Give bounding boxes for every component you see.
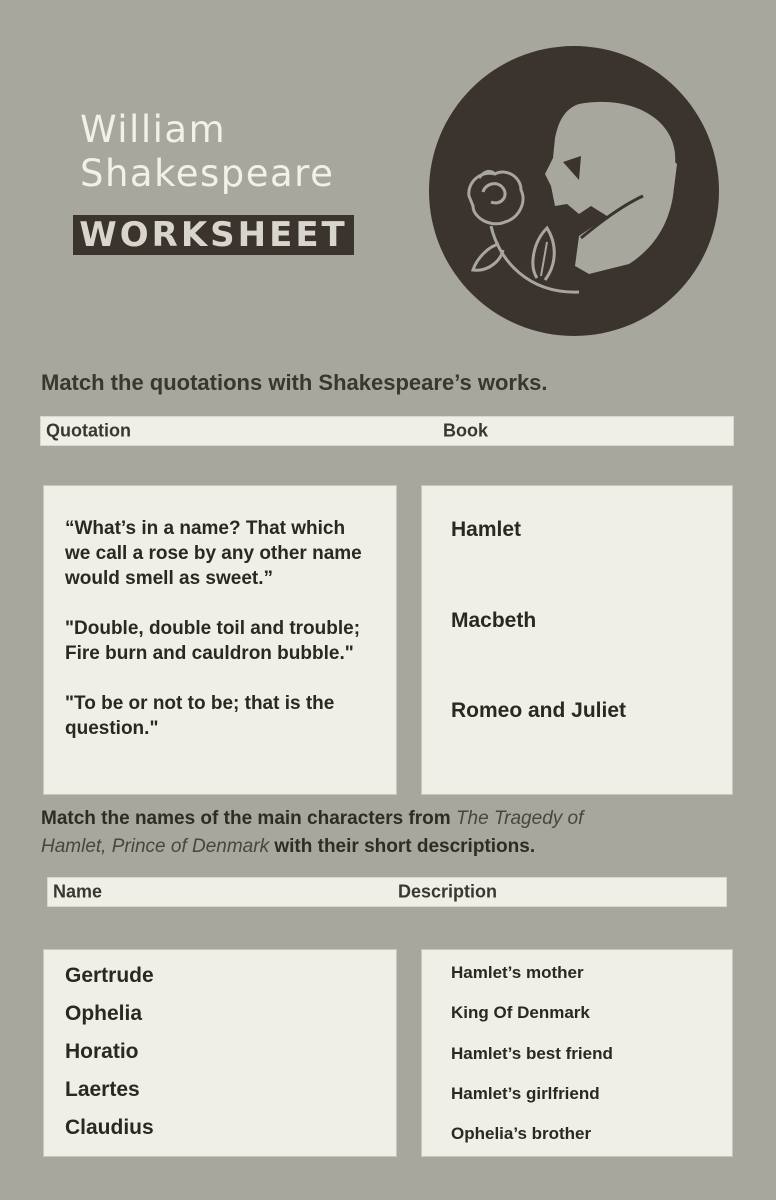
col-description: Description <box>398 881 498 902</box>
section2-heading-italic: The Tragedy of Hamlet, Prince of Denmark <box>41 808 584 857</box>
character-name-2: Ophelia <box>65 1002 143 1025</box>
quote-2: "Double, double toil and trouble; Fire burn and cauldron bubble." <box>65 618 361 664</box>
col-name: Name <box>53 881 103 902</box>
skull-hand-rose-icon <box>429 46 719 336</box>
character-name-4: Laertes <box>65 1078 140 1101</box>
character-name-5: Claudius <box>65 1116 154 1139</box>
character-description-5: Ophelia’s brother <box>451 1124 592 1143</box>
book-1: Hamlet <box>451 518 522 541</box>
title-line-2: Shakespeare <box>80 152 335 195</box>
character-description-3: Hamlet’s best friend <box>451 1044 613 1063</box>
descriptions-panel <box>421 949 733 1157</box>
character-description-1: Hamlet’s mother <box>451 963 584 982</box>
section2-heading-pre: Match the names of the main characters from <box>41 808 456 829</box>
book-3: Romeo and Juliet <box>451 699 627 722</box>
section2-heading-post: with their short descriptions. <box>269 836 536 857</box>
col-book: Book <box>443 420 488 441</box>
quotation-book-header <box>40 416 734 446</box>
col-quotation: Quotation <box>46 420 131 441</box>
names-panel <box>43 949 397 1157</box>
book-2: Macbeth <box>451 609 537 632</box>
character-description-4: Hamlet’s girlfriend <box>451 1084 600 1103</box>
worksheet-badge: WORKSHEET <box>73 215 354 255</box>
character-name-3: Horatio <box>65 1040 139 1063</box>
section1-heading: Match the quotations with Shakespeare’s works. <box>41 370 548 395</box>
character-description-2: King Of Denmark <box>451 1003 590 1022</box>
quote-3: "To be or not to be; that is the question." <box>65 693 335 739</box>
books-panel <box>421 485 733 795</box>
section2-heading <box>41 805 641 861</box>
title-line-1: William <box>80 108 227 151</box>
quotes-panel <box>43 485 397 795</box>
name-description-header <box>47 877 727 907</box>
character-name-1: Gertrude <box>65 964 154 987</box>
quote-1: “What’s in a name? That which we call a rose by any other name would smell as sweet.” <box>65 518 362 589</box>
